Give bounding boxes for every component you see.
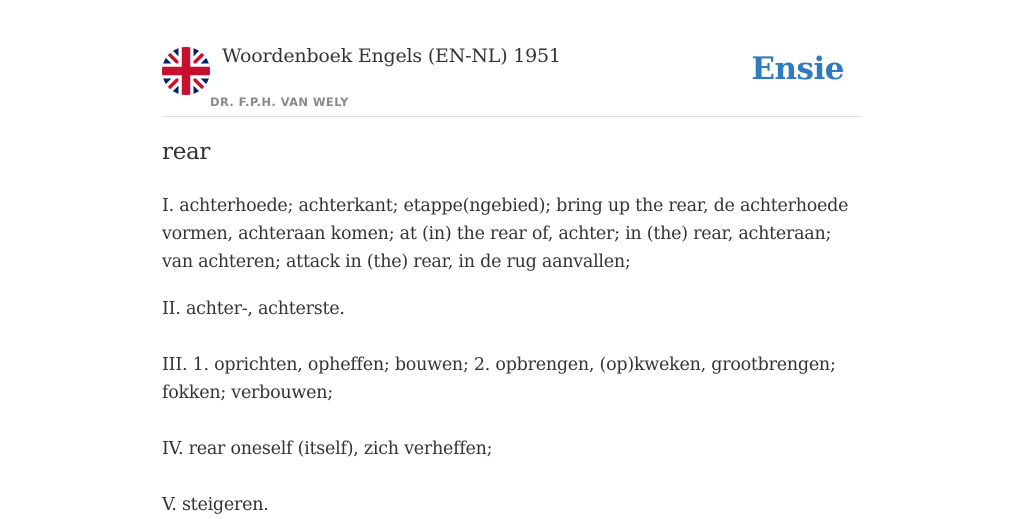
dictionary-header (162, 0, 862, 117)
definition-5: V. steigeren. (162, 495, 269, 515)
definition-4: IV. rear oneself (itself), zich verheffen; (162, 439, 493, 459)
entry-definitions (162, 192, 862, 519)
definition-3: III. 1. oprichten, opheffen; bouwen; 2. opbrengen, (op)kweken, grootbrengen; fokken; verbouwen; (162, 355, 836, 403)
dictionary-author: DR. F.P.H. VAN WELY (210, 95, 349, 109)
ensie-logo-link[interactable]: Ensie (751, 51, 844, 87)
entry-headword: rear (162, 139, 211, 165)
uk-flag-icon (162, 47, 210, 95)
page (162, 0, 862, 515)
dictionary-title: Woordenboek Engels (EN-NL) 1951 (222, 45, 561, 67)
definition-2: II. achter-, achterste. (162, 299, 345, 319)
definition-1: I. achterhoede; achterkant; etappe(ngebied); bring up the rear, de achterhoede vormen, achteraan komen; at (in) the rear of, achter; in (the) rear, achteraan; van achteren; attack in (the) rear, in de rug aanvallen; (162, 196, 849, 272)
